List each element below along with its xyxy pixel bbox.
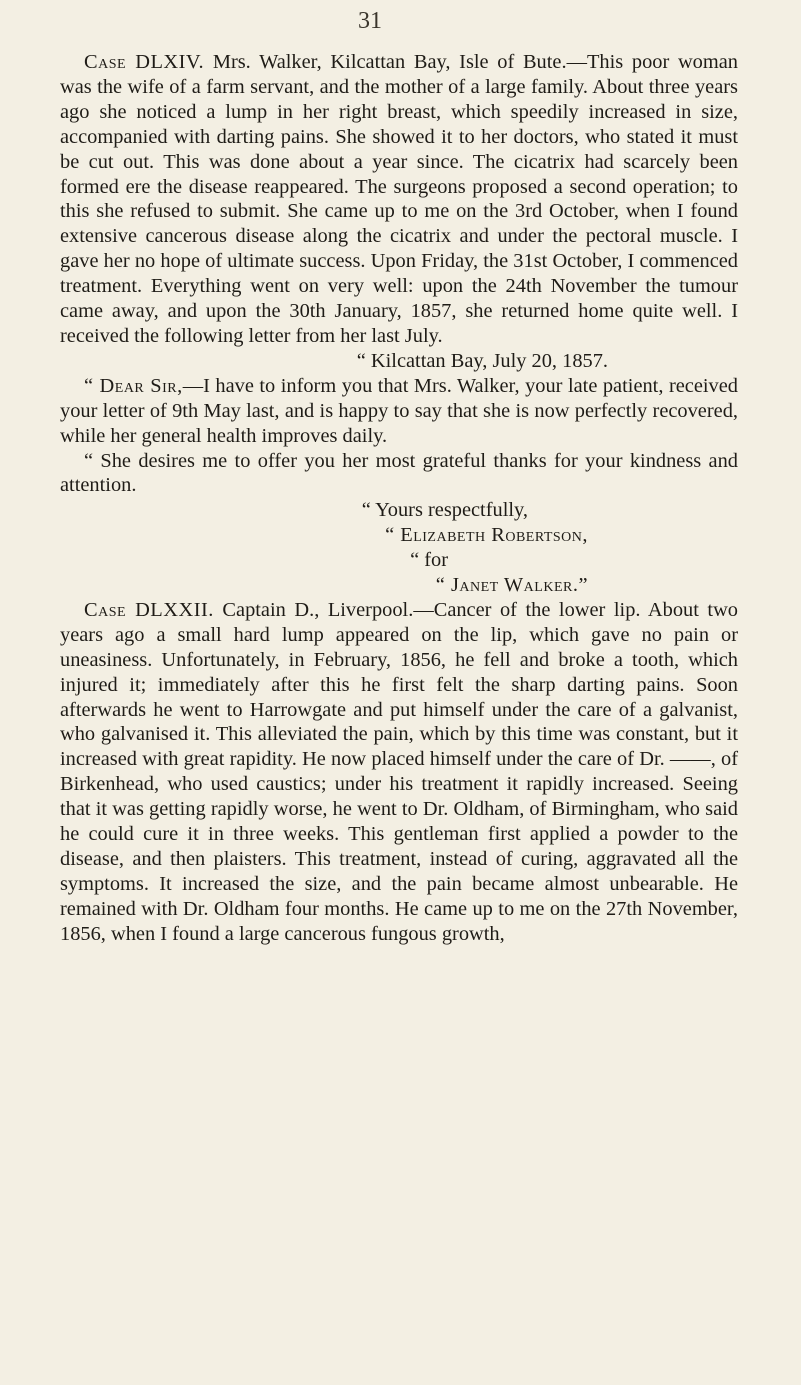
letter-paragraph	[60, 374, 738, 449]
letter-body: —I have to inform you that Mrs. Walker, your late patient, received your letter of 9th May last, and is happy to say that she is now perfectly recovered, while her general health improves daily.	[60, 374, 738, 447]
letter-on-behalf-of: “ Janet Walker.”	[435, 574, 588, 597]
letter-for: “ for	[410, 549, 448, 572]
case-heading: Case DLXIV.	[84, 51, 205, 73]
letter-dateline: “ Kilcattan Bay, July 20, 1857.	[356, 349, 608, 372]
page-text	[60, 50, 738, 947]
case-paragraph	[60, 50, 738, 349]
case-body: Mrs. Walker, Kilcattan Bay, Isle of Bute.—This poor woman was the wife of a farm servant, and the mother of a large family. About three years ago she noticed a lump in her right breast, which speedily increased in size, accompanied with darting pains. She showed it to her doctors, who stated it must be cut out. This was done about a year since. The cicatrix had scarcely been formed ere the disease reappeared. The surgeons proposed a second operation; to this she refused to submit. She came up to me on the 3rd October, when I found extensive cancerous disease along the cicatrix and under the pectoral muscle. I gave her no hope of ultimate success. Upon Friday, the 31st October, I commenced treatment. Everything went on very well: upon the 24th November the tumour came away, and upon the 30th January, 1857, she returned home quite well. I received the following letter from her last July.	[60, 51, 738, 347]
letter-signer: “ Elizabeth Robertson,	[385, 524, 588, 547]
case-body: Captain D., Liverpool.—Cancer of the lower lip. About two years ago a small hard lump appeared on the lip, which gave no pain or uneasiness. Unfortunately, in February, 1856, he fell and broke a tooth, which injured it; immediately after this he first felt the sharp darting pains. Soon afterwards he went to Harrowgate and put himself under the care of a galvanist, who galvanised it. This alleviated the pain, which by this time was constant, but it increased with great rapidity. He now placed himself under the care of Dr. ——, of Birkenhead, who used caustics; under his treatment it rapidly increased. Seeing that it was getting rapidly worse, he went to Dr. Oldham, of Birmingham, who said he could cure it in three weeks. This gentleman first applied a powder to the disease, and then plaisters. This treatment, instead of curing, aggravated all the symptoms. It increased the size, and the pain became almost unbearable. He remained with Dr. Oldham four months. He came up to me on the 27th November, 1856, when I found a large cancerous fungous growth,	[60, 598, 738, 945]
page-number: 31	[358, 8, 382, 34]
case-heading: Case DLXXII.	[84, 598, 214, 621]
letter-salutation: “ Dear Sir,	[84, 374, 183, 397]
letter-paragraph: “ She desires me to offer you her most grateful thanks for your kindness and attention.	[60, 449, 738, 497]
letter-closing: “ Yours respectfully,	[361, 499, 528, 522]
case-paragraph	[60, 598, 738, 947]
